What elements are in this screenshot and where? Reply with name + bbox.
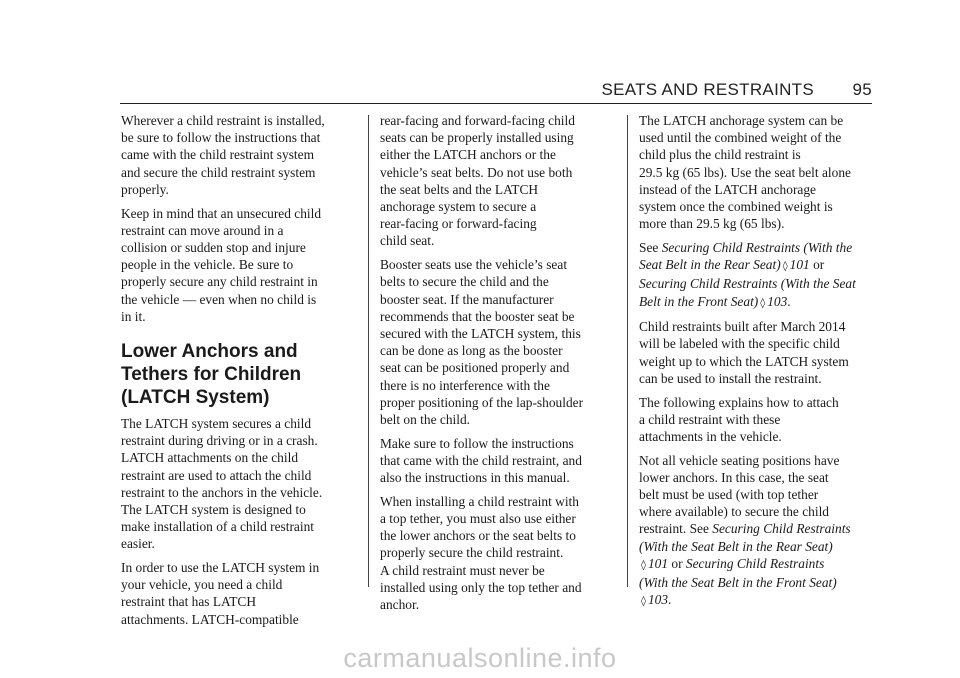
text-line: the seat belts and the LATCH: [380, 181, 539, 197]
text-line: [639, 538, 875, 555]
text-line: the vehicle — even when no child is: [121, 291, 317, 307]
text-line: restraint that has LATCH: [121, 594, 256, 610]
paragraph: [639, 318, 875, 387]
cross-reference-link[interactable]: Securing Child Restraints: [685, 555, 825, 571]
heading-line: Lower Anchors and: [121, 340, 298, 362]
text-line: LATCH attachments on the child: [121, 450, 299, 466]
text-line: there is no interference with the: [380, 377, 550, 393]
text-line: properly secure the child restraint.: [380, 545, 564, 561]
text-line: that came with the child restraint, and: [380, 452, 582, 468]
page-number: 95: [852, 80, 872, 99]
text-line: rear-facing and forward-facing child: [380, 113, 575, 128]
text-line: properly secure any child restraint in: [121, 274, 318, 290]
text-line: Keep in mind that an unsecured child: [121, 205, 322, 221]
text-line: The LATCH system is designed to: [121, 501, 306, 517]
cross-reference-link[interactable]: (With the Seat Belt in the Front Seat): [639, 575, 837, 591]
text-line: In order to use the LATCH system in: [121, 560, 320, 576]
column-divider-1: [368, 115, 369, 587]
heading-line: Tethers for Children: [121, 363, 302, 385]
text-line: instead of the LATCH anchorage: [639, 181, 816, 197]
or-text: or: [671, 555, 683, 571]
or-text: or: [813, 257, 825, 273]
cross-reference-link[interactable]: Seat Belt in the Rear Seat): [639, 257, 781, 273]
text-line: [639, 239, 875, 256]
text-line: Wherever a child restraint is installed,: [121, 113, 325, 128]
text-line: a top tether, you must also use either: [380, 510, 576, 526]
column-divider-2: [627, 115, 628, 587]
text-line: 29.5 kg (65 lbs). Use the seat belt alone: [639, 164, 851, 180]
text-line: The following explains how to attach: [639, 394, 839, 410]
text-line: anchor.: [380, 596, 420, 612]
text-line: the lower anchors or the seat belts to: [380, 528, 576, 544]
page-arrow-icon: ◊: [641, 596, 646, 608]
paragraph-cross-reference: [639, 452, 875, 611]
paragraph: [380, 256, 616, 428]
text-line: The LATCH system secures a child: [121, 415, 312, 431]
cross-reference-link[interactable]: Securing Child Restraints: [712, 521, 851, 537]
paragraph: [639, 112, 875, 232]
page-arrow-icon: ◊: [760, 297, 766, 309]
text-line: easier.: [121, 536, 155, 552]
column-1: [121, 112, 357, 634]
text-line: be sure to follow the instructions that: [121, 130, 321, 146]
paragraph: [380, 493, 616, 613]
text-line: When installing a child restraint with: [380, 493, 579, 509]
text-line: Booster seats use the vehicle’s seat: [380, 257, 568, 273]
text-line: belt must be used (with top tether: [639, 487, 819, 503]
text-line: seats can be properly installed using: [380, 130, 574, 146]
period: .: [787, 293, 791, 309]
paragraph: [121, 559, 357, 628]
page-arrow-icon: ◊: [782, 261, 788, 273]
text-line: make installation of a child restraint: [121, 519, 314, 535]
cross-reference-link[interactable]: (With the Seat Belt in the Rear Seat): [639, 538, 833, 554]
text-line: more than 29.5 kg (65 lbs).: [639, 216, 785, 232]
header-rule: [120, 103, 872, 104]
page-header: [0, 76, 872, 102]
paragraph: [121, 205, 357, 325]
paragraph-cross-reference: [639, 239, 875, 312]
page-arrow-icon: ◊: [641, 559, 646, 571]
text-line: can be done as long as the booster: [380, 343, 563, 359]
text-line: either the LATCH anchors or the: [380, 147, 556, 163]
heading-line: (LATCH System): [121, 386, 270, 408]
section-heading: [121, 340, 357, 409]
text-line: Make sure to follow the instructions: [380, 435, 574, 451]
text-line: lower anchors. In this case, the seat: [639, 469, 829, 485]
text-line: [639, 256, 875, 275]
text-line: [639, 555, 875, 574]
text-line: collision or sudden stop and injure: [121, 239, 306, 255]
column-2: [380, 112, 616, 620]
text-line: attachments. LATCH-compatible: [121, 611, 299, 627]
text-line: restraint are used to attach the child: [121, 467, 312, 483]
text-line: your vehicle, you need a child: [121, 577, 283, 593]
text-line: also the instructions in this manual.: [380, 470, 570, 486]
text-line: Not all vehicle seating positions have: [639, 452, 840, 468]
text-line: a child restraint with these: [639, 411, 781, 427]
page-reference-link[interactable]: 101: [789, 257, 810, 273]
text-line: secured with the LATCH system, this: [380, 325, 581, 341]
text-line: came with the child restraint system: [121, 147, 314, 163]
text-line: will be labeled with the specific child: [639, 336, 840, 352]
text-line: where available) to secure the child: [639, 504, 829, 520]
text-line: belt on the child.: [380, 411, 470, 427]
text-line: can be used to install the restraint.: [639, 370, 822, 386]
text-line: booster seat. If the manufacturer: [380, 291, 554, 307]
page-reference-link[interactable]: 103: [647, 592, 669, 608]
text-line: attachments in the vehicle.: [639, 428, 782, 444]
text-line: [639, 275, 875, 292]
text-line: recommends that the booster seat be: [380, 308, 575, 324]
text-line: installed using only the top tether and: [380, 579, 582, 595]
text-line: and secure the child restraint system: [121, 164, 316, 180]
watermark: carmanualsonline.info: [343, 643, 617, 673]
see-text: See: [639, 239, 659, 255]
text-line: belts to secure the child and the: [380, 274, 549, 290]
text-line: anchorage system to secure a: [380, 199, 537, 215]
text-line: A child restraint must never be: [380, 562, 545, 578]
text-line: proper positioning of the lap-shoulder: [380, 394, 584, 410]
text-line: Child restraints built after March 2014: [639, 319, 846, 335]
text-line: restraint can move around in a: [121, 222, 284, 238]
paragraph: [121, 415, 357, 553]
cross-reference-link[interactable]: Securing Child Restraints (With the: [661, 239, 853, 255]
text-line: [639, 520, 875, 537]
text-line: rear-facing or forward-facing: [380, 216, 537, 232]
text-line: people in the vehicle. Be sure to: [121, 257, 294, 273]
cross-reference-link[interactable]: Belt in the Front Seat): [639, 293, 759, 309]
text-line: [639, 293, 875, 312]
text-line: restraint during driving or in a crash.: [121, 433, 318, 449]
section-title: SEATS AND RESTRAINTS: [601, 80, 814, 99]
text-line: child plus the child restraint is: [639, 147, 801, 163]
page-reference-link[interactable]: 101: [647, 555, 669, 571]
text-line: seat can be positioned properly and: [380, 360, 570, 376]
cross-reference-link[interactable]: Securing Child Restraints (With the Seat: [639, 276, 856, 292]
text-line: system once the combined weight is: [639, 199, 833, 215]
paragraph: [639, 394, 875, 446]
text-line: weight up to which the LATCH system: [639, 353, 849, 369]
text-line: vehicle’s seat belts. Do not use both: [380, 164, 573, 180]
paragraph: [121, 112, 357, 198]
column-3: [639, 112, 875, 617]
paragraph: [380, 112, 616, 250]
paragraph: [380, 435, 616, 487]
text-line: [639, 574, 875, 591]
text-line: properly.: [121, 181, 169, 197]
text-line: in it.: [121, 308, 146, 324]
text-line: restraint to the anchors in the vehicle.: [121, 484, 323, 500]
text-line: The LATCH anchorage system can be: [639, 113, 844, 128]
period: .: [668, 592, 672, 608]
text-line: [639, 591, 875, 610]
see-text: restraint. See: [639, 521, 709, 537]
text-line: used until the combined weight of the: [639, 130, 842, 146]
page-reference-link[interactable]: 103: [767, 293, 788, 309]
text-line: child seat.: [380, 233, 435, 249]
